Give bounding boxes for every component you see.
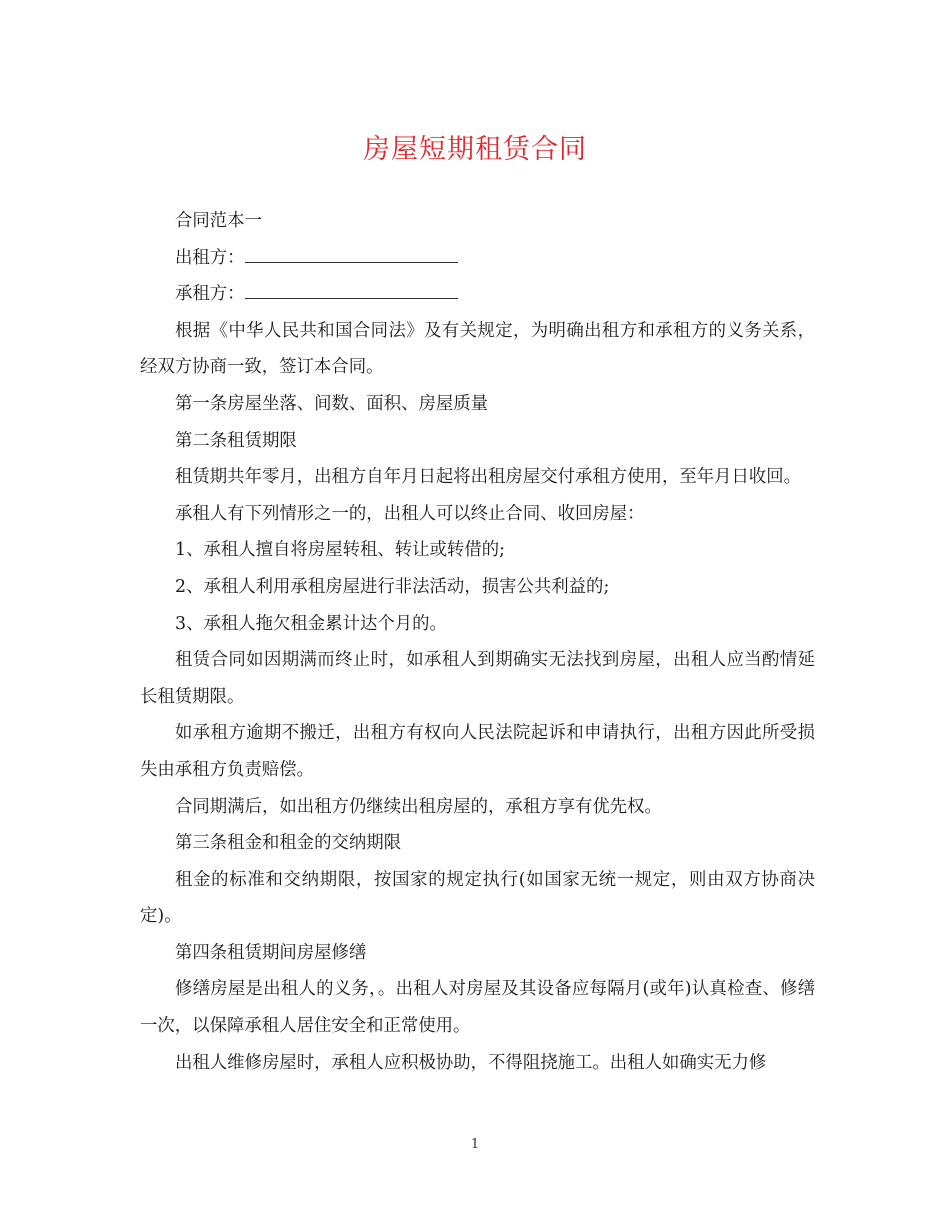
lessee-label: 承租方：	[175, 284, 245, 305]
lessor-blank-line	[245, 248, 458, 263]
document-body	[140, 203, 815, 1081]
paragraph-priority-right: 合同期满后，如出租方仍继续出租房屋的，承租方享有优先权。	[175, 796, 662, 817]
list-item-1: 1、承租人擅自将房屋转租、转让或转借的;	[175, 540, 505, 561]
paragraph-lessor	[140, 240, 815, 277]
heading-article-1: 第一条房屋坐落、间数、面积、房屋质量	[175, 393, 489, 414]
lessor-label: 出租方：	[175, 247, 245, 268]
paragraph-termination-conditions: 承租人有下列情形之一的，出租人可以终止合同、收回房屋：	[175, 503, 645, 524]
heading-article-4: 第四条租赁期间房屋修缮	[175, 942, 367, 963]
heading-article-2: 第二条租赁期限	[175, 430, 297, 451]
heading-article-3: 第三条租金和租金的交纳期限	[175, 833, 402, 854]
paragraph-lease-extension: 租赁合同如因期满而终止时，如承租人到期确实无法找到房屋，出租人应当酌情延长租赁期限。	[140, 650, 815, 707]
paragraph-preamble: 根据《中华人民共和国合同法》及有关规定，为明确出租方和承租方的义务关系，经双方协商一致，签订本合同。	[140, 320, 815, 378]
document-title: 房屋短期租赁合同	[363, 134, 587, 165]
paragraph-overdue-move-out: 如承租方逾期不搬迁，出租方有权向人民法院起诉和申请执行，出租方因此所受损失由承租方负责赔偿。	[140, 723, 815, 780]
lessee-blank-line	[245, 284, 458, 299]
list-item-2: 2、承租人利用承租房屋进行非法活动，损害公共利益的;	[175, 576, 610, 597]
list-item-3: 3、承租人拖欠租金累计达个月的。	[175, 613, 447, 634]
paragraph-lessee	[140, 276, 815, 313]
paragraph-contract-sample: 合同范本一	[175, 211, 262, 231]
paragraph-lease-term: 租赁期共年零月，出租方自年月日起将出租房屋交付承租方使用，至年月日收回。	[175, 467, 802, 488]
paragraph-repair-duty: 修缮房屋是出租人的义务，。出租人对房屋及其设备应每隔月(或年)认真检查、修缮一次，以保障承租人居住安全和正常使用。	[140, 979, 815, 1037]
paragraph-repair-cooperation: 出租人维修房屋时，承租人应积极协助，不得阻挠施工。出租人如确实无力修	[175, 1052, 767, 1073]
paragraph-rent-standard: 租金的标准和交纳期限，按国家的规定执行(如国家无统一规定，则由双方协商决定)。	[140, 869, 815, 927]
page-number: 1	[470, 1137, 480, 1152]
